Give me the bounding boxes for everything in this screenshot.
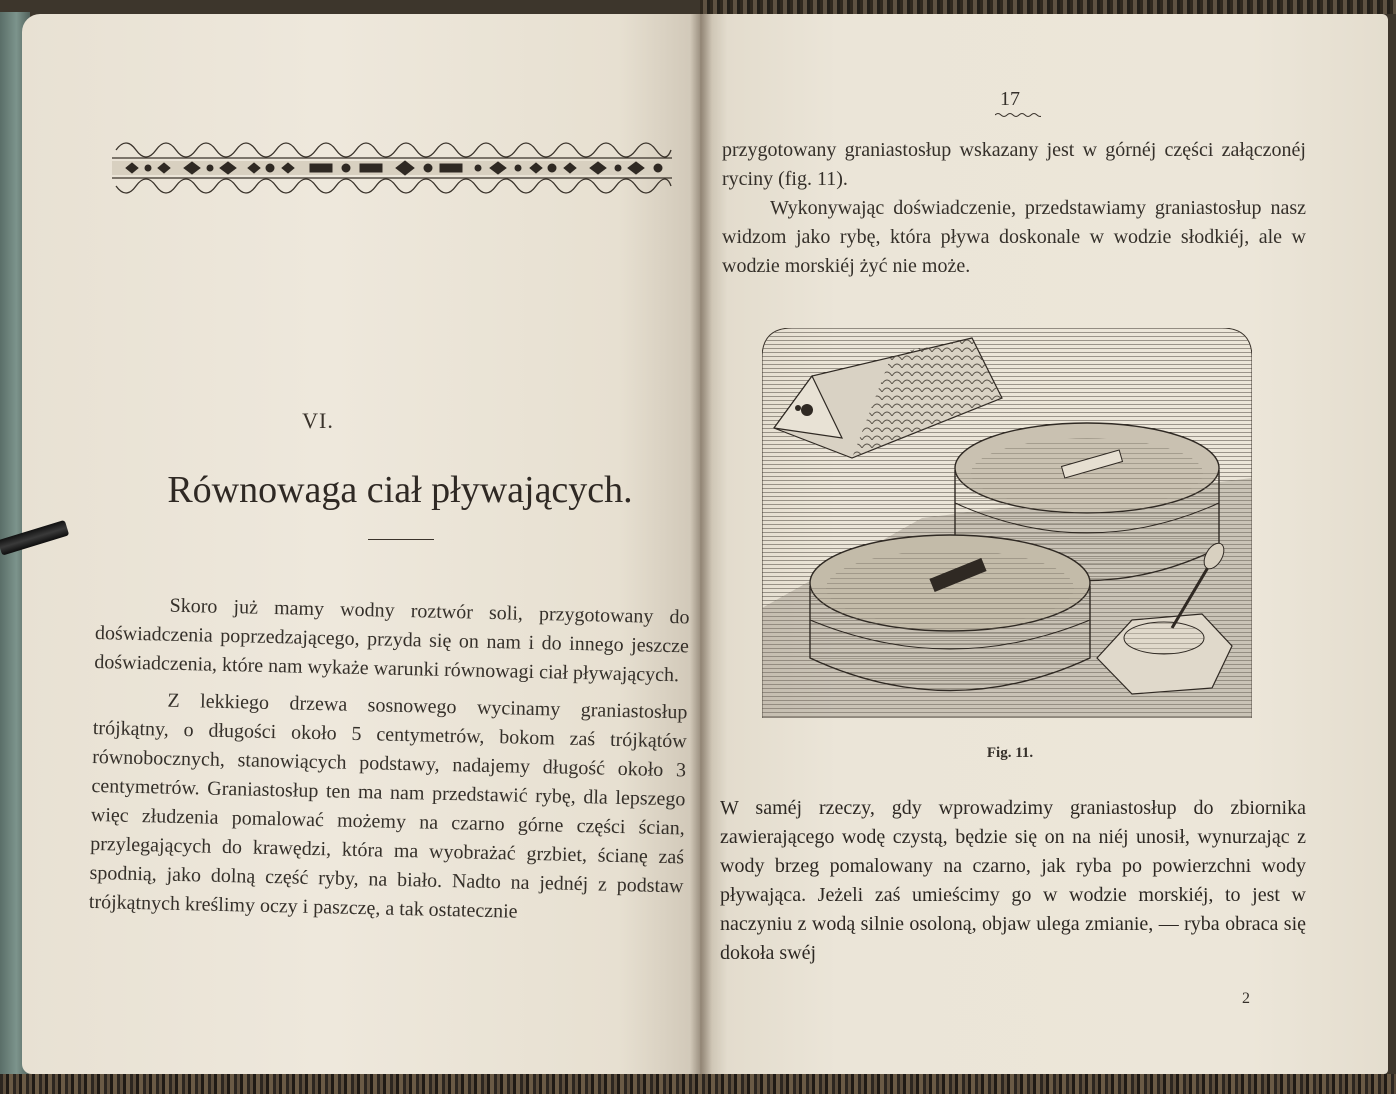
ornament-header-band: [106, 128, 676, 200]
left-page-body: [88, 590, 689, 938]
right-page-body-bottom: [720, 794, 1306, 968]
right-paragraph-2: Wykonywając doświadczenie, przedstawiamy graniastosłup nasz widzom jako rybę, która pływa doskonale w wodzie słodkiéj, ale w wodzie morskiéj żyć nie może.: [722, 197, 1306, 277]
engraving-illustration: [762, 328, 1252, 718]
page-number: 17: [1000, 88, 1020, 110]
book-top-edge: [700, 0, 1396, 14]
book-bottom-edge: [0, 1074, 1396, 1094]
right-page-body-top: [722, 136, 1306, 281]
figure-caption: Fig. 11.: [986, 745, 1034, 761]
left-paragraph-2: Z lekkiego drzewa sosnowego wycinamy graniastosłup trójkątny, o długości około 5 centymetrów, bokom zaś trójkątów równobocznych, stanowiących podstawy, nadajemy długość około 3 centymetrów. Graniastosłup ten ma nam przedstawić rybę, dla lepszego więc złudzenia pomalować możemy na czarno górne części ścian, przylegających do krawędzi, która ma wyobrażać grzbiet, ścianę zaś spodnią, jako dolną część ryby, na biało. Nadto na jednéj z podstaw trójkątnych kreślimy oczy i paszczę, a tak ostatecznie: [88, 689, 688, 923]
signature-mark: 2: [1242, 990, 1250, 1007]
right-paragraph-3: W saméj rzeczy, gdy wprowadzimy graniastosłup do zbiornika zawierającego wodę czystą, będzie się on na niéj unosił, wynurzając z wody brzeg pomalowany na czarno, jak ryba po powierzchni wody pływająca. Jeżeli zaś umieścimy go w wodzie morskiéj, to jest w naczyniu z wodą silnie osoloną, objaw ulega zmianie, — ryba obraca się dokoła swéj: [720, 797, 1306, 964]
chapter-title: Równowaga ciał pływających.: [167, 469, 633, 511]
chapter-number: VI.: [302, 408, 334, 433]
page-number-underline: [995, 112, 1041, 118]
left-paragraph-1: Skoro już mamy wodny roztwór soli, przygotowany do doświadczenia poprzedzającego, przyda się on nam i do innego jeszcze doświadczenia, które nam wykaże warunki równowagi ciał pływających.: [94, 594, 690, 687]
right-paragraph-1: przygotowany graniastosłup wskazany jest w górnéj części załączonéj ryciny (fig. 11).: [722, 139, 1306, 190]
book-gutter: [690, 14, 712, 1074]
title-rule: [368, 539, 434, 540]
